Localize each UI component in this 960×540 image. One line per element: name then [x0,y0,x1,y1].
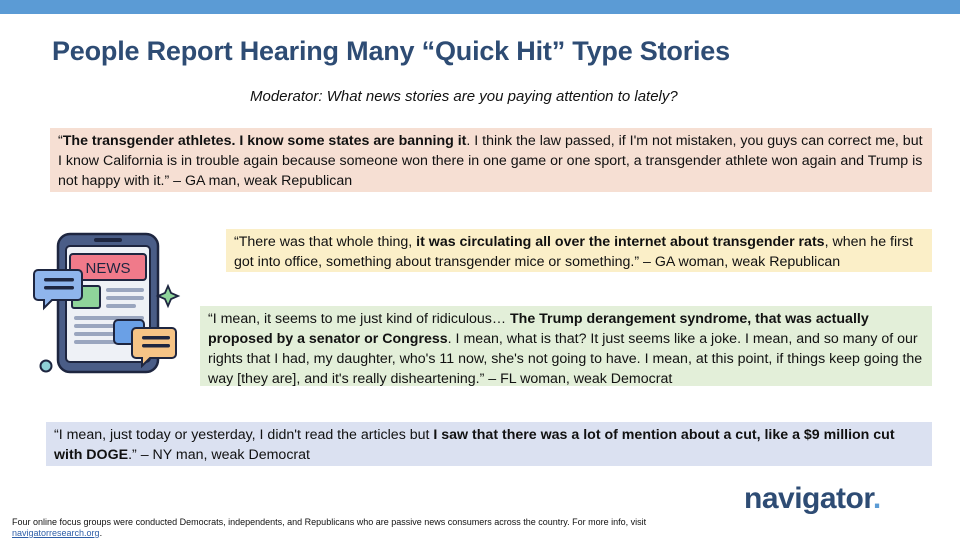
quote-text: . I mean, what is that? It just seems like a joke. I mean, and so many of our rights that I had, my daughter, who's 11 now, she's not going to have. I mean, at this point, if things keep going the way [they are], and it's really disheartening.” – FL woman, weak Democrat [208,331,923,387]
quote-highlight: The transgender athletes. I know some states are banning it [62,133,467,149]
quote-text: .” – NY man, weak Democrat [128,447,310,463]
footer-link[interactable]: navigatorresearch.org [12,528,100,538]
moderator-question: Moderator: What news stories are you paying attention to lately? [250,88,678,105]
news-label: NEWS [85,260,131,277]
page-title: People Report Hearing Many “Quick Hit” Type Stories [52,36,730,66]
quote-card-4 [46,422,932,466]
navigator-logo: navigator. [744,482,881,515]
quote-text: , when he first got into office, something about transgender mice or something.” – GA woman, weak Republican [234,234,913,270]
quote-text: “ [58,133,63,149]
quote-text: “There was that whole thing, [234,234,417,250]
news-phone-icon [30,228,190,378]
quote-card-3 [200,306,932,386]
quote-highlight: The Trump derangement syndrome, that was actually proposed by a senator or Congress [208,311,869,347]
quote-text: “I mean, just today or yesterday, I didn't read the articles but [54,427,434,443]
top-accent-bar [0,0,960,14]
quote-card-1 [50,128,932,192]
quote-text: . I think the law passed, if I'm not mistaken, you guys can correct me, but I know California is in trouble again because someone won there in one game or one sport, a transgender athlete won again and Trump is not happy with it.” – GA man, weak Republican [58,133,923,189]
quote-card-2 [226,229,932,272]
footer-note: Four online focus groups were conducted Democrats, independents, and Republicans who are passive news consumers across the country. For more info, visit navigatorresearch.org. [12,517,647,538]
quote-text: “I mean, it seems to me just kind of ridiculous… [208,311,510,327]
quote-highlight: it was circulating all over the internet about transgender rats [416,234,825,250]
quote-highlight: I saw that there was a lot of mention about a cut, like a $9 million cut with DOGE [54,427,895,463]
